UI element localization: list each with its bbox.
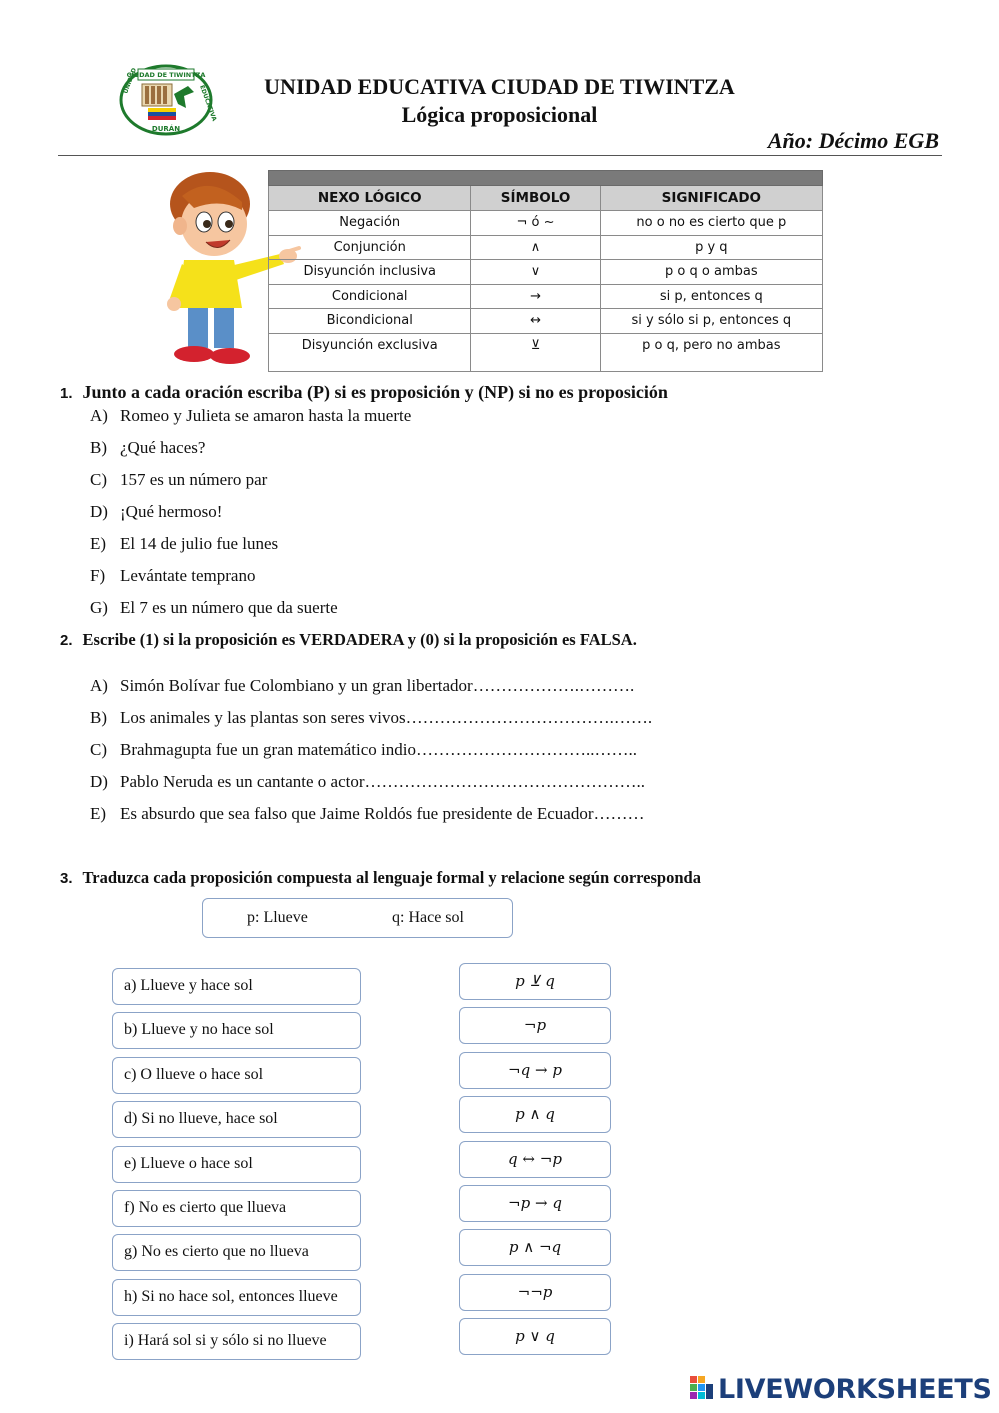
formula-box[interactable]: ¬¬p <box>459 1274 611 1311</box>
simbolo-cell: ∧ <box>471 235 600 260</box>
header-nexo: NEXO LÓGICO <box>269 186 471 211</box>
section2-list <box>90 676 652 836</box>
section1-title-text: Junto a cada oración escriba (P) si es proposición y (NP) si no es proposición <box>82 382 668 402</box>
statement-box[interactable]: f) No es cierto que llueva <box>112 1190 361 1227</box>
nexo-cell: Disyunción exclusiva <box>269 333 471 371</box>
section3-number: 3. <box>60 870 73 887</box>
list-item[interactable]: A) Simón Bolívar fue Colombiano y un gran libertador……………….………. <box>90 676 635 695</box>
liveworksheets-logo-icon <box>690 1376 716 1404</box>
p-definition: p: Llueve <box>247 909 308 926</box>
section3-title <box>60 868 701 888</box>
formula-box[interactable]: p ∧ q <box>459 1096 611 1133</box>
section1-list <box>90 406 411 630</box>
list-item[interactable]: E) Es absurdo que sea falso que Jaime Roldós fue presidente de Ecuador……… <box>90 804 645 823</box>
list-item[interactable]: A) Romeo y Julieta se amaron hasta la muerte <box>90 406 412 425</box>
table-top-bar <box>269 171 823 186</box>
statement-box[interactable]: c) O llueve o hace sol <box>112 1057 361 1094</box>
header-divider <box>58 155 942 156</box>
list-item[interactable]: G) El 7 es un número que da suerte <box>90 598 338 617</box>
list-item[interactable]: E) El 14 de julio fue lunes <box>90 534 279 553</box>
list-item[interactable]: B) Los animales y las plantas son seres vivos……………………………….……. <box>90 708 653 727</box>
significado-cell: si y sólo si p, entonces q <box>600 309 822 334</box>
formula-box[interactable]: q ↔ ¬p <box>459 1141 611 1178</box>
table-row <box>269 284 823 309</box>
table-row <box>269 260 823 285</box>
simbolo-cell: ⊻ <box>471 333 600 371</box>
statement-box[interactable]: i) Hará sol si y sólo si no llueve <box>112 1323 361 1360</box>
header-significado: SIGNIFICADO <box>600 186 822 211</box>
significado-cell: p y q <box>600 235 822 260</box>
significado-cell: p o q, pero no ambas <box>600 333 822 371</box>
header-simbolo: SÍMBOLO <box>471 186 600 211</box>
formula-box[interactable]: ¬p → q <box>459 1185 611 1222</box>
liveworksheets-watermark <box>690 1372 990 1406</box>
simbolo-cell: ∨ <box>471 260 600 285</box>
significado-cell: p o q o ambas <box>600 260 822 285</box>
formula-box[interactable]: p ∨ q <box>459 1318 611 1355</box>
formula-box[interactable]: p ⊻ q <box>459 963 611 1000</box>
statement-box[interactable]: e) Llueve o hace sol <box>112 1146 361 1183</box>
section2-number: 2. <box>60 632 73 649</box>
table-row <box>269 211 823 236</box>
svg-text:UNIDAD: UNIDAD <box>122 67 139 95</box>
simbolo-cell: → <box>471 284 600 309</box>
watermark-text: LIVEWORKSHEETS <box>718 1374 992 1405</box>
simbolo-cell: ¬ ó ~ <box>471 211 600 236</box>
nexo-cell: Condicional <box>269 284 471 309</box>
section3-title-text: Traduzca cada proposición compuesta al lenguaje formal y relacione según corresponda <box>82 868 701 887</box>
q-definition: q: Hace sol <box>392 909 464 926</box>
svg-text:DURÁN: DURÁN <box>151 125 181 133</box>
table-row <box>269 309 823 334</box>
list-item[interactable]: D) ¡Qué hermoso! <box>90 502 223 521</box>
list-item[interactable]: C) 157 es un número par <box>90 470 268 489</box>
significado-cell: si p, entonces q <box>600 284 822 309</box>
school-year: Año: Décimo EGB <box>767 128 939 153</box>
list-item[interactable]: F) Levántate temprano <box>90 566 256 585</box>
statements-column <box>112 968 361 1368</box>
nexo-cell: Conjunción <box>269 235 471 260</box>
statement-box[interactable]: a) Llueve y hace sol <box>112 968 361 1005</box>
variables-definition-box <box>202 898 513 938</box>
statement-box[interactable]: g) No es cierto que no llueva <box>112 1234 361 1271</box>
list-item[interactable]: B) ¿Qué haces? <box>90 438 206 457</box>
formula-box[interactable]: ¬q → p <box>459 1052 611 1089</box>
svg-text:EDUCATIVA: EDUCATIVA <box>198 84 218 123</box>
simbolo-cell: ↔ <box>471 309 600 334</box>
list-item[interactable]: D) Pablo Neruda es un cantante o actor………………………………………….. <box>90 772 646 791</box>
section2-title <box>60 630 637 650</box>
nexo-cell: Negación <box>269 211 471 236</box>
school-name: UNIDAD EDUCATIVA CIUDAD DE TIWINTZA <box>264 74 735 99</box>
significado-cell: no o no es cierto que p <box>600 211 822 236</box>
subject-title: Lógica proposicional <box>401 102 598 127</box>
nexo-cell: Disyunción inclusiva <box>269 260 471 285</box>
table-row <box>269 333 823 371</box>
table-row <box>269 235 823 260</box>
statement-box[interactable]: d) Si no llueve, hace sol <box>112 1101 361 1138</box>
statement-box[interactable]: b) Llueve y no hace sol <box>112 1012 361 1049</box>
logical-connectives-table <box>268 170 823 372</box>
formulas-column <box>459 963 611 1363</box>
formula-box[interactable]: ¬p <box>459 1007 611 1044</box>
svg-text:CIUDAD DE TIWINTZA: CIUDAD DE TIWINTZA <box>126 71 206 79</box>
formula-box[interactable]: p ∧ ¬q <box>459 1229 611 1266</box>
section1-number: 1. <box>60 385 73 402</box>
nexo-cell: Bicondicional <box>269 309 471 334</box>
section1-title <box>60 382 668 403</box>
statement-box[interactable]: h) Si no hace sol, entonces llueve <box>112 1279 361 1316</box>
section2-title-text: Escribe (1) si la proposición es VERDADERA y (0) si la proposición es FALSA. <box>82 630 637 649</box>
list-item[interactable]: C) Brahmagupta fue un gran matemático indio…………………………..…….. <box>90 740 637 759</box>
